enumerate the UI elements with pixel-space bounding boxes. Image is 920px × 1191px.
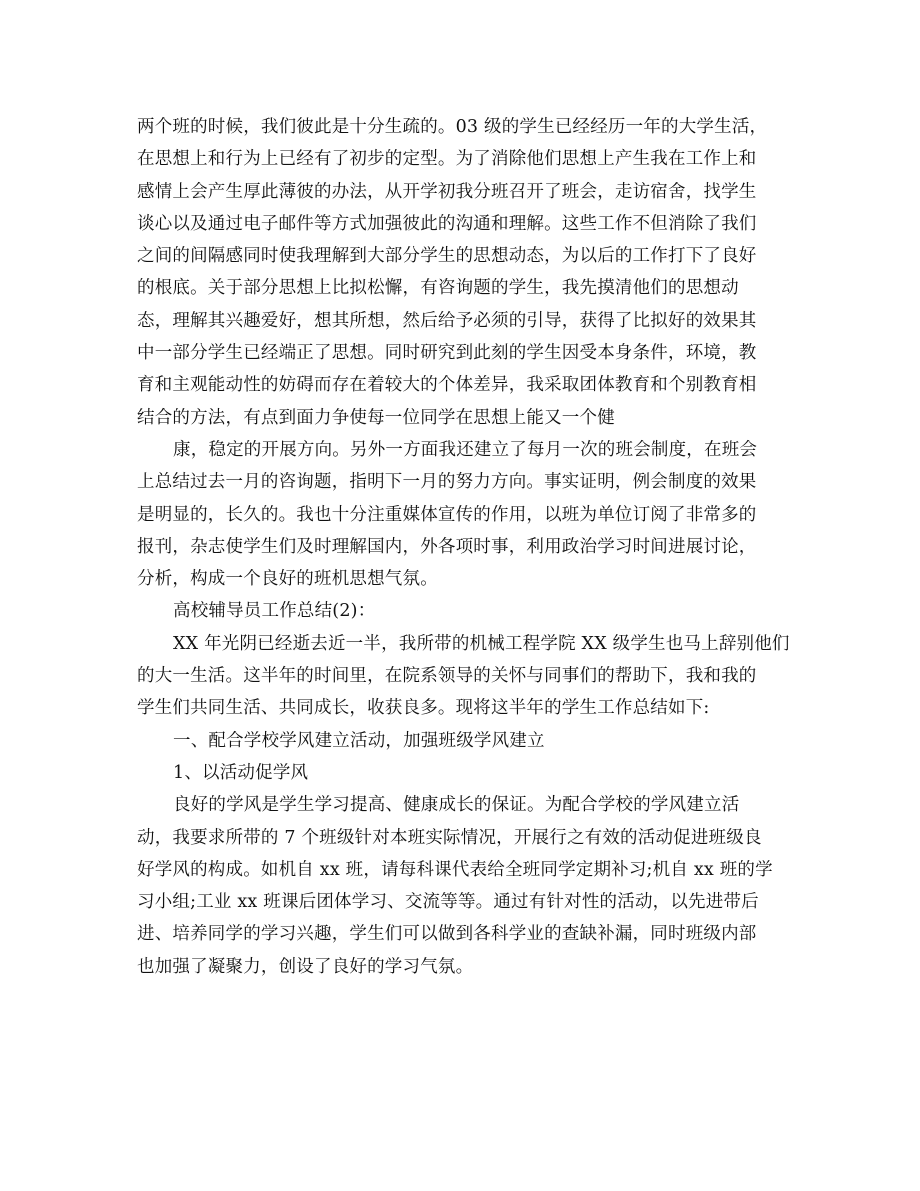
text-line: 好学风的构成。如机自 xx 班，请每科课代表给全班同学定期补习;机自 xx 班的学 <box>137 859 773 880</box>
text-line: 结合的方法，有点到面力争使每一位同学在思想上能又一个健 <box>137 407 615 428</box>
text-line: 习小组;工业 xx 班课后团体学习、交流等等。通过有针对性的活动，以先进带后 <box>137 892 759 913</box>
text-line: 良好的学风是学生学习提高、健康成长的保证。为配合学校的学风建立活 <box>173 795 740 816</box>
text-line: 分析，构成一个良好的班机思想气氛。 <box>137 569 438 590</box>
text-line: 高校辅导员工作总结(2)： <box>173 601 376 622</box>
text-line: 感情上会产生厚此薄彼的办法，从开学初我分班召开了班会，走访宿舍，找学生 <box>137 181 757 202</box>
text-line: 育和主观能动性的妨碍而存在着较大的个体差异，我采取团体教育和个别教育相 <box>137 375 757 396</box>
text-line: 也加强了凝聚力，创设了良好的学习气氛。 <box>137 956 474 977</box>
text-line: 两个班的时候，我们彼此是十分生疏的。03 级的学生已经经历一年的大学生活， <box>137 117 768 137</box>
text-line: 上总结过去一月的咨询题，指明下一月的努力方向。事实证明，例会制度的效果 <box>137 472 757 493</box>
text-line: 康，稳定的开展方向。另外一方面我还建立了每月一次的班会制度，在班会 <box>173 439 758 460</box>
text-line: 学生们共同生活、共同成长，收获良多。现将这半年的学生工作总结如下: <box>137 698 710 719</box>
text-line: 动，我要求所带的 7 个班级针对本班实际情况，开展行之有效的活动促进班级良 <box>137 827 762 848</box>
text-line: 报刊，杂志使学生们及时理解国内，外各项时事，利用政治学习时间进展讨论， <box>137 536 757 557</box>
text-line: 一、配合学校学风建立活动，加强班级学风建立 <box>173 730 545 751</box>
text-line: 态，理解其兴趣爱好，想其所想，然后给予必须的引导，获得了比拟好的效果其 <box>137 310 757 331</box>
text-line: 1、以活动促学风 <box>173 762 309 783</box>
text-line: 之间的间隔感同时使我理解到大部分学生的思想动态，为以后的工作打下了良好 <box>137 246 757 267</box>
text-line: XX 年光阴已经逝去近一半，我所带的机械工程学院 XX 级学生也马上辞别他们 <box>173 633 790 654</box>
text-line: 谈心以及通过电子邮件等方式加强彼此的沟通和理解。这些工作不但消除了我们 <box>137 213 757 234</box>
document-body <box>137 111 790 983</box>
text-line: 的大一生活。这半年的时间里，在院系领导的关怀与同事们的帮助下，我和我的 <box>137 666 757 687</box>
text-line: 中一部分学生已经端正了思想。同时研究到此刻的学生因受本身条件，环境，教 <box>137 343 757 364</box>
watermark: zixin.com.cn <box>396 560 696 611</box>
text-line: 在思想上和行为上已经有了初步的定型。为了消除他们思想上产生我在工作上和 <box>137 149 757 170</box>
text-line: 是明显的，长久的。我也十分注重媒体宣传的作用，以班为单位订阅了非常多的 <box>137 504 757 525</box>
text-line: 进、培养同学的学习兴趣，学生们可以做到各科学业的查缺补漏，同时班级内部 <box>137 924 757 945</box>
text-line: 的根底。关于部分思想上比拟松懈，有咨询题的学生，我先摸清他们的思想动 <box>137 278 739 299</box>
